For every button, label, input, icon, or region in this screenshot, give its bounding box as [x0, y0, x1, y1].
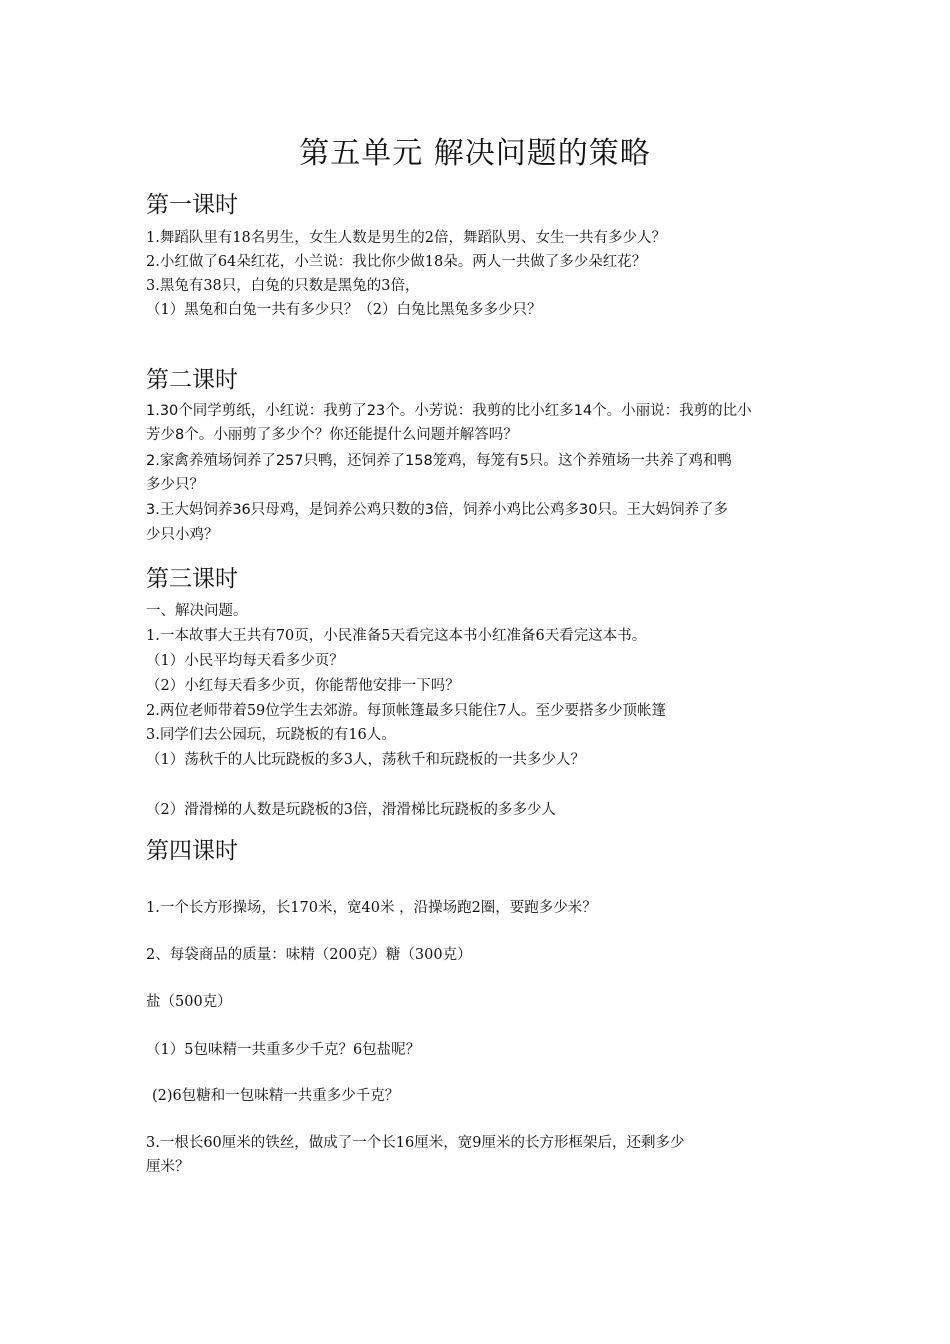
lesson-1-question-3: 3.黑兔有38只，白兔的只数是黑兔的3倍，: [146, 278, 420, 294]
lesson-3-question-1-part-1: （1）小民平均每天看多少页？: [146, 653, 344, 669]
lesson-4-question-2-part-2: (2)6包糖和一包味精一共重多少千克？: [152, 1088, 400, 1104]
lesson-1-question-2: 2.小红做了64朵红花，小兰说：我比你少做18朵。两人一共做了多少朵红花？: [146, 254, 647, 270]
lesson-2-question-3-line-2: 少只小鸡？: [146, 527, 219, 543]
lesson-1-question-3-parts: （1）黑兔和白兔一共有多少只？（2）白兔比黑兔多多少只？: [146, 302, 542, 318]
lesson-4-heading: 第四课时: [146, 838, 238, 864]
lesson-4-question-2: 2、每袋商品的质量：味精（200克）糖（300克）: [146, 947, 472, 963]
lesson-3-question-3: 3.同学们去公园玩，玩跷板的有16人。: [146, 727, 396, 743]
lesson-2-question-1-line-1: 1.30个同学剪纸，小红说：我剪了23个。小芳说：我剪的比小红多14个。小丽说：我剪的比小: [146, 403, 752, 419]
lesson-2-question-2-line-1: 2.家禽养殖场饲养了257只鸭，还饲养了158笼鸡，每笼有5只。这个养殖场一共养了鸡和鸭: [146, 453, 732, 469]
lesson-3-question-2: 2.两位老师带着59位学生去郊游。每顶帐篷最多只能住7人。至少要搭多少顶帐篷: [146, 703, 667, 719]
lesson-3-question-3-part-1: （1）荡秋千的人比玩跷板的多3人，荡秋千和玩跷板的一共多少人？: [146, 752, 585, 768]
lesson-3-heading: 第三课时: [146, 566, 238, 592]
lesson-3-question-3-part-2: （2）滑滑梯的人数是玩跷板的3倍，滑滑梯比玩跷板的多多少人: [146, 802, 556, 818]
lesson-2-question-2-line-2: 多少只？: [146, 477, 204, 493]
document-title: 第五单元 解决问题的策略: [299, 136, 651, 171]
lesson-4-question-2-salt: 盐（500克）: [146, 994, 232, 1010]
lesson-4-question-3-line-2: 厘米？: [146, 1159, 190, 1175]
lesson-3-question-1: 1.一本故事大王共有70页，小民准备5天看完这本书小红准备6天看完这本书。: [146, 628, 647, 644]
lesson-2-question-1-line-2: 芳少8个。小丽剪了多少个？你还能提什么问题并解答吗？: [146, 427, 518, 443]
lesson-3-section-title: 一、解决问题。: [146, 603, 248, 619]
lesson-2-heading: 第二课时: [146, 367, 238, 393]
lesson-4-question-3-line-1: 3.一根长60厘米的铁丝，做成了一个长16厘米，宽9厘米的长方形框架后，还剩多少: [146, 1135, 685, 1151]
lesson-2-question-3-line-1: 3.王大妈饲养36只母鸡，是饲养公鸡只数的3倍，饲养小鸡比公鸡多30只。王大妈饲养了多: [146, 502, 728, 518]
lesson-4-question-1: 1.一个长方形操场，长170米，宽40米 ，沿操场跑2圈，要跑多少米？: [146, 900, 597, 916]
lesson-1-question-1: 1.舞蹈队里有18名男生，女生人数是男生的2倍，舞蹈队男、女生一共有多少人？: [146, 230, 667, 246]
lesson-1-heading: 第一课时: [146, 192, 238, 218]
lesson-4-question-2-part-1: （1）5包味精一共重多少千克？6包盐呢？: [146, 1042, 421, 1058]
lesson-3-question-1-part-2: （2）小红每天看多少页，你能帮他安排一下吗？: [146, 678, 460, 694]
